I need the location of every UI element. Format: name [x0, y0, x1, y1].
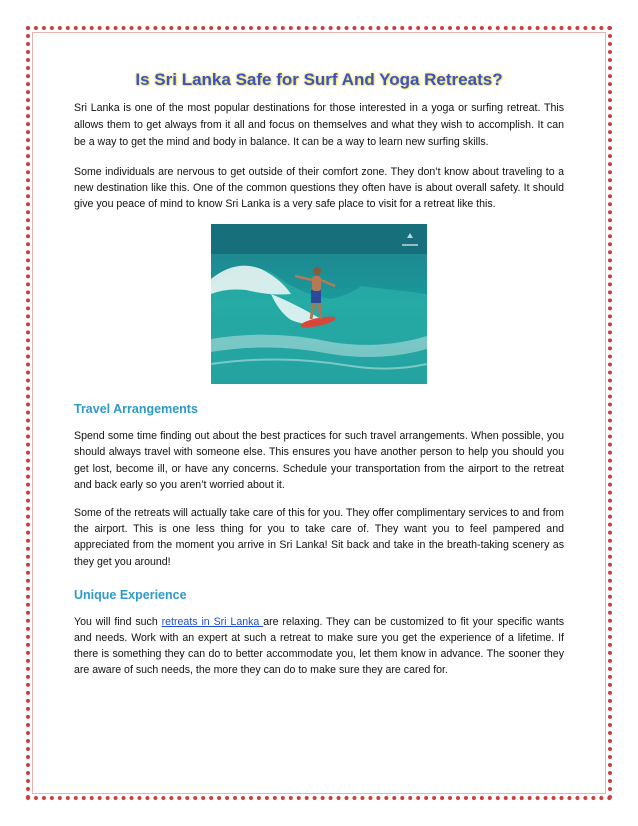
travel-paragraph-1: Spend some time finding out about the best practices for such travel arrangements. When possible, you should always travel with someone else. This ensures you have another person to help you should you get lost, become ill, or have any concerns. Schedule your transportation from the airport to the retreat and back early so you aren’t worried about it.: [74, 430, 564, 491]
intro-paragraph-1: Sri Lanka is one of the most popular destinations for those interested in a yoga or surfing retreat. This allows them to get always from it all and focus on themselves and what they wish to accomplish. It can be a way to get the mind and body in balance. It can be a way to learn new surfing skills.: [74, 102, 564, 149]
unique-text-before: You will find such: [74, 615, 162, 628]
retreats-link[interactable]: retreats in Sri Lanka: [161, 615, 264, 628]
unique-text-after: are relaxing. They can be customized to fit your specific wants and needs. Work with an expert at such a retreat to make sure you get the experience of a lifetime. If there is something they can do to better accommodate you, let them know in advance. The sooner they are aware of such needs, the more they can do to make sure they are cared for.: [74, 615, 564, 677]
surfer-photo: [211, 224, 427, 384]
travel-heading: Travel Arrangements: [74, 402, 198, 417]
unique-paragraph: [74, 614, 564, 679]
unique-heading: Unique Experience: [74, 587, 187, 602]
document-body: [74, 70, 564, 691]
page-title: Is Sri Lanka Safe for Surf And Yoga Retreats?: [135, 70, 503, 89]
travel-paragraph-2: Some of the retreats will actually take care of this for you. They offer complimentary services to and from the airport. This is one less thing for you to take care of. They want you to feel pampered and appreciated from the moment you arrive in Sri Lanka! Sit back and take in the breath-taking scenery as they get you around!: [74, 507, 564, 568]
intro-paragraph-2: Some individuals are nervous to get outside of their comfort zone. They don’t know about traveling to a new destination like this. One of the common questions they often have is about overall safety. It should give you peace of mind to know Sri Lanka is a very safe place to visit for a retreat like this.: [74, 165, 564, 211]
surf-photo-container: [74, 224, 564, 384]
